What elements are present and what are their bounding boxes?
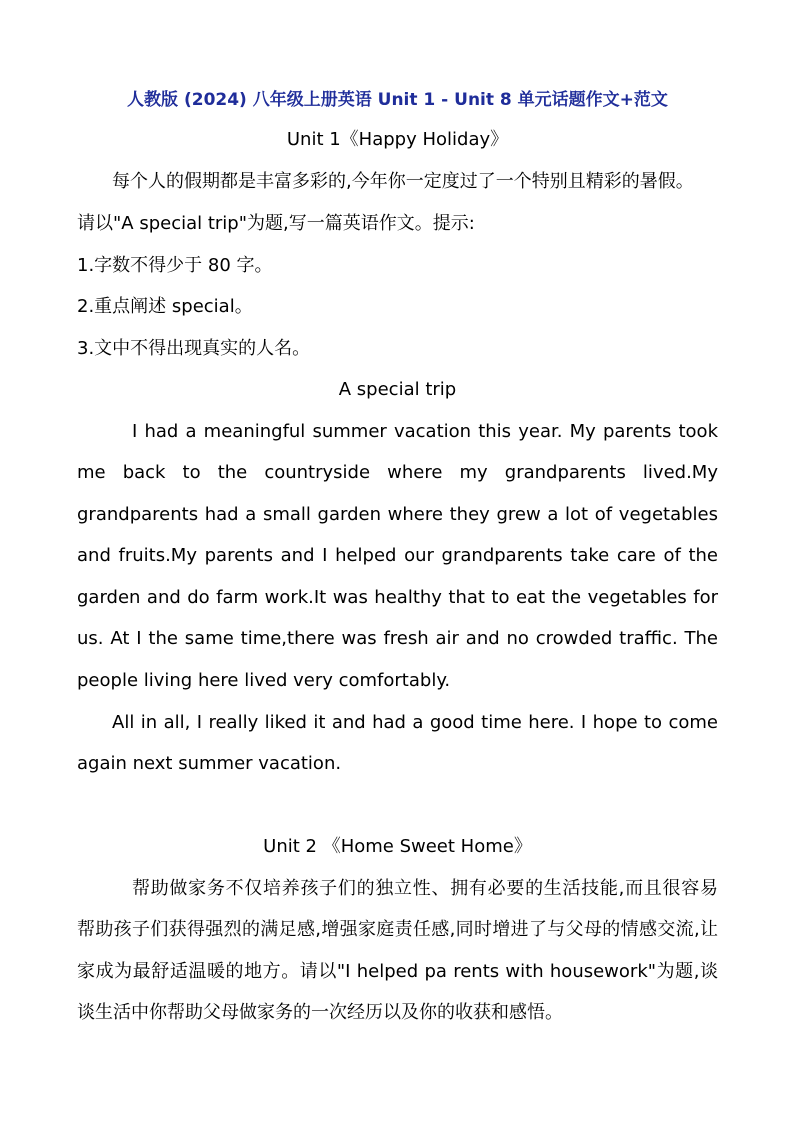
essay-line: garden and do farm work.It was healthy that to eat the vegetables for [77,587,718,608]
unit2-prompt-line: 帮助做家务不仅培养孩子们的独立性、拥有必要的生活技能,而且很容易 [132,878,718,899]
essay-line: I had a meaningful summer vacation this year. My parents took [132,421,718,442]
essay-line: me back to the countryside where my grandparents lived.My [77,462,718,483]
essay-line: people living here lived very comfortably. [77,670,451,691]
unit1-prompt-line1: 每个人的假期都是丰富多彩的,今年你一定度过了一个特别且精彩的暑假。 [112,171,694,192]
unit2-prompt-line: 家成为最舒适温暖的地方。请以"I helped pa rents with housework"为题,谈 [77,961,718,982]
document-page [77,0,718,1123]
essay-para2-line1: All in all, I really liked it and had a good time here. I hope to come [112,712,718,733]
essay-line: grandparents had a small garden where they grew a lot of vegetables [77,504,718,525]
document-title: 人教版 (2024) 八年级上册英语 Unit 1 - Unit 8 单元话题作文+范文 [127,90,668,110]
essay-line: us. At I the same time,there was fresh air and no crowded traffic. The [77,628,718,649]
unit2-prompt-line: 帮助孩子们获得强烈的满足感,增强家庭责任感,同时增进了与父母的情感交流,让 [77,919,718,940]
unit2-heading: Unit 2 《Home Sweet Home》 [263,836,532,857]
essay-title: A special trip [338,379,457,400]
unit1-prompt-line2: 请以"A special trip"为题,写一篇英语作文。提示: [77,213,475,234]
unit1-heading: Unit 1《Happy Holiday》 [286,129,509,150]
unit1-tip2: 2.重点阐述 special。 [77,296,253,317]
unit1-tip1: 1.字数不得少于 80 字。 [77,255,273,276]
essay-line: and fruits.My parents and I helped our grandparents take care of the [77,545,718,566]
essay-para2-line2: again next summer vacation. [77,753,342,774]
unit2-prompt-line: 谈生活中你帮助父母做家务的一次经历以及你的收获和感悟。 [77,1002,563,1023]
unit1-tip3: 3.文中不得出现真实的人名。 [77,338,311,359]
